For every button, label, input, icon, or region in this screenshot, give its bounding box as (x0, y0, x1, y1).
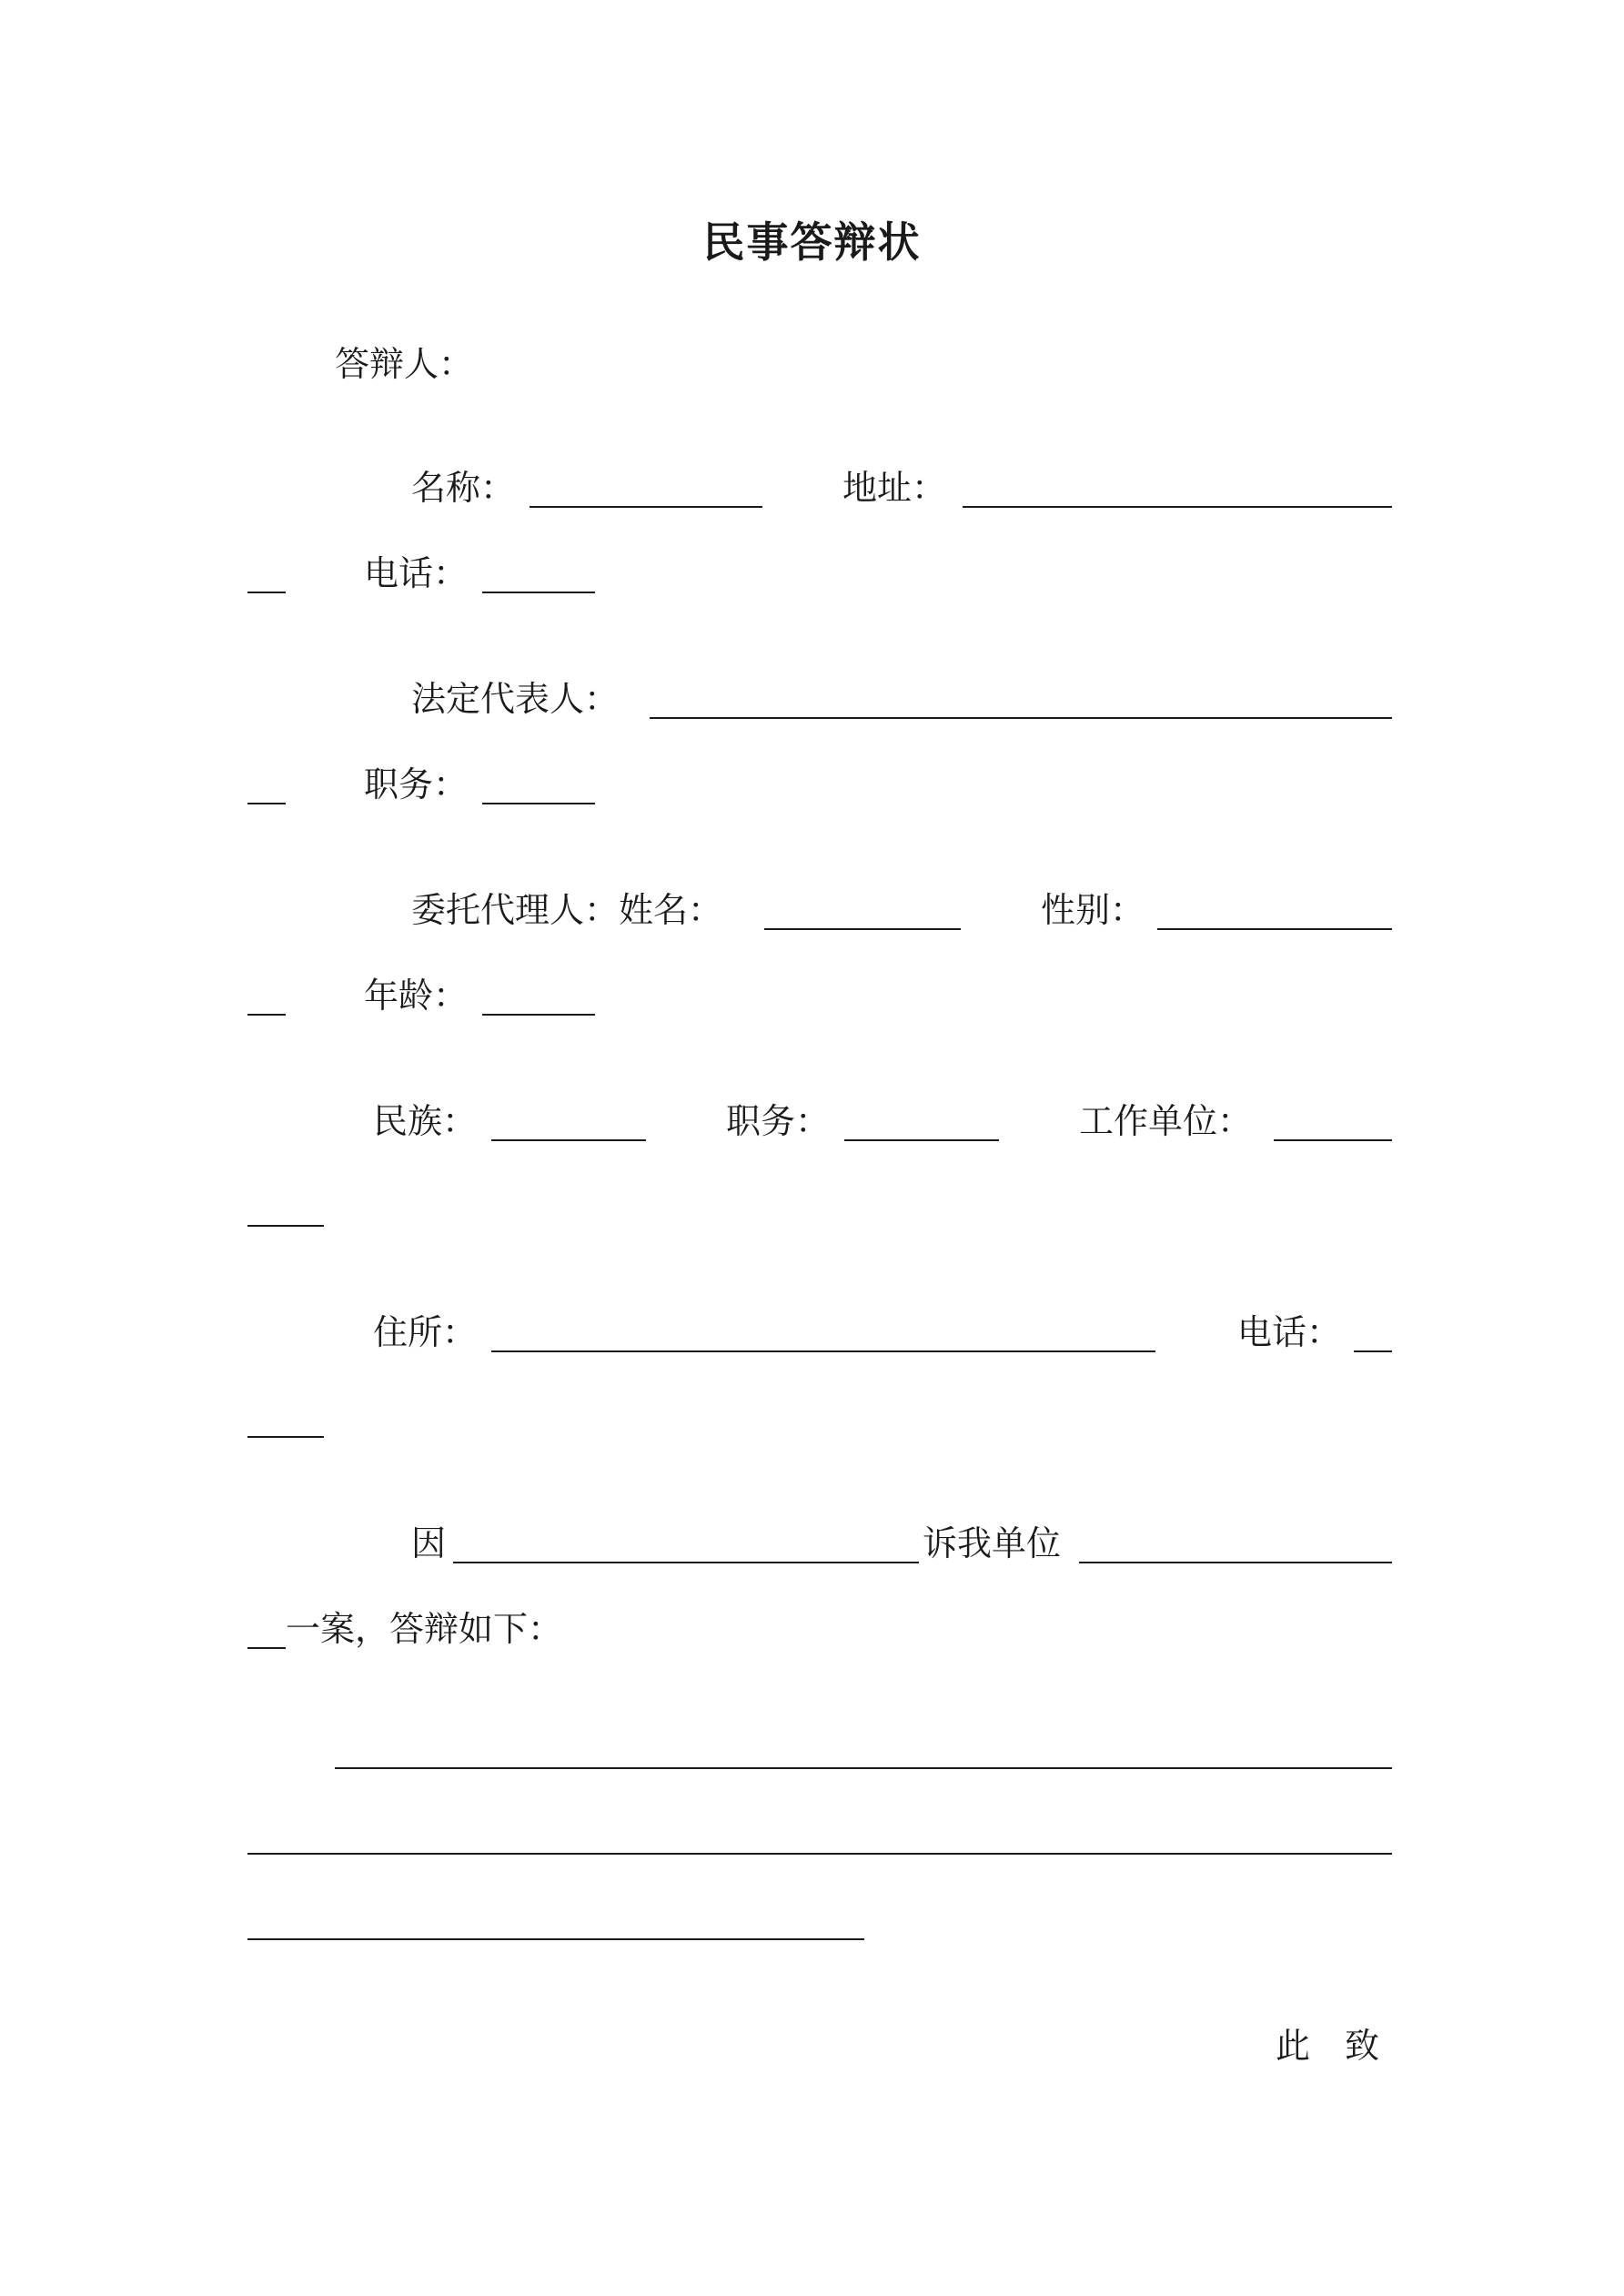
plaintiff-field[interactable] (1079, 1562, 1392, 1563)
cause-field[interactable] (453, 1562, 919, 1563)
residence-label: 住所： (373, 1312, 478, 1352)
closing-text: 此 致 (1276, 2026, 1380, 2066)
age-field[interactable] (482, 1014, 595, 1016)
agent-label: 委托代理人：姓名： (411, 890, 723, 930)
legal-rep-field-continued[interactable] (247, 803, 286, 804)
agent-phone-field[interactable] (1354, 1350, 1392, 1352)
phone-label: 电话： (364, 553, 469, 593)
legal-rep-field[interactable] (650, 717, 1392, 719)
workplace-label: 工作单位： (1079, 1101, 1253, 1141)
ethnicity-field[interactable] (491, 1139, 646, 1141)
name-label: 名称： (411, 468, 516, 508)
defense-line-1[interactable] (335, 1767, 1392, 1769)
sue-label: 诉我单位 (923, 1523, 1062, 1563)
phone-field[interactable] (482, 592, 595, 593)
age-label: 年龄： (364, 976, 469, 1016)
workplace-field-continued[interactable] (247, 1225, 324, 1227)
respondent-label: 答辩人： (335, 344, 474, 384)
position-field[interactable] (482, 803, 595, 804)
name-field[interactable] (530, 506, 762, 508)
gender-field-continued[interactable] (247, 1014, 286, 1016)
workplace-field[interactable] (1274, 1139, 1392, 1141)
agent-name-field[interactable] (764, 928, 961, 930)
document-title: 民事答辩状 (702, 217, 922, 267)
address-field[interactable] (963, 506, 1392, 508)
ethnicity-label: 民族： (373, 1101, 478, 1141)
agent-phone-label: 电话： (1237, 1312, 1342, 1352)
gender-label: 性别： (1041, 890, 1145, 930)
gender-field[interactable] (1157, 928, 1392, 930)
agent-position-label: 职务： (726, 1101, 831, 1141)
legal-rep-label: 法定代表人： (411, 679, 620, 719)
because-label: 因 (411, 1523, 447, 1563)
defense-line-3[interactable] (247, 1938, 864, 1940)
agent-phone-field-continued[interactable] (247, 1436, 324, 1438)
address-field-continued[interactable] (247, 592, 286, 593)
agent-position-field[interactable] (844, 1139, 999, 1141)
defense-line-2[interactable] (247, 1853, 1392, 1855)
position-label: 职务： (364, 764, 469, 804)
plaintiff-field-continued[interactable] (247, 1647, 286, 1649)
address-label: 地址： (842, 468, 947, 508)
case-label: 一案，答辩如下： (286, 1609, 563, 1649)
residence-field[interactable] (491, 1350, 1155, 1352)
